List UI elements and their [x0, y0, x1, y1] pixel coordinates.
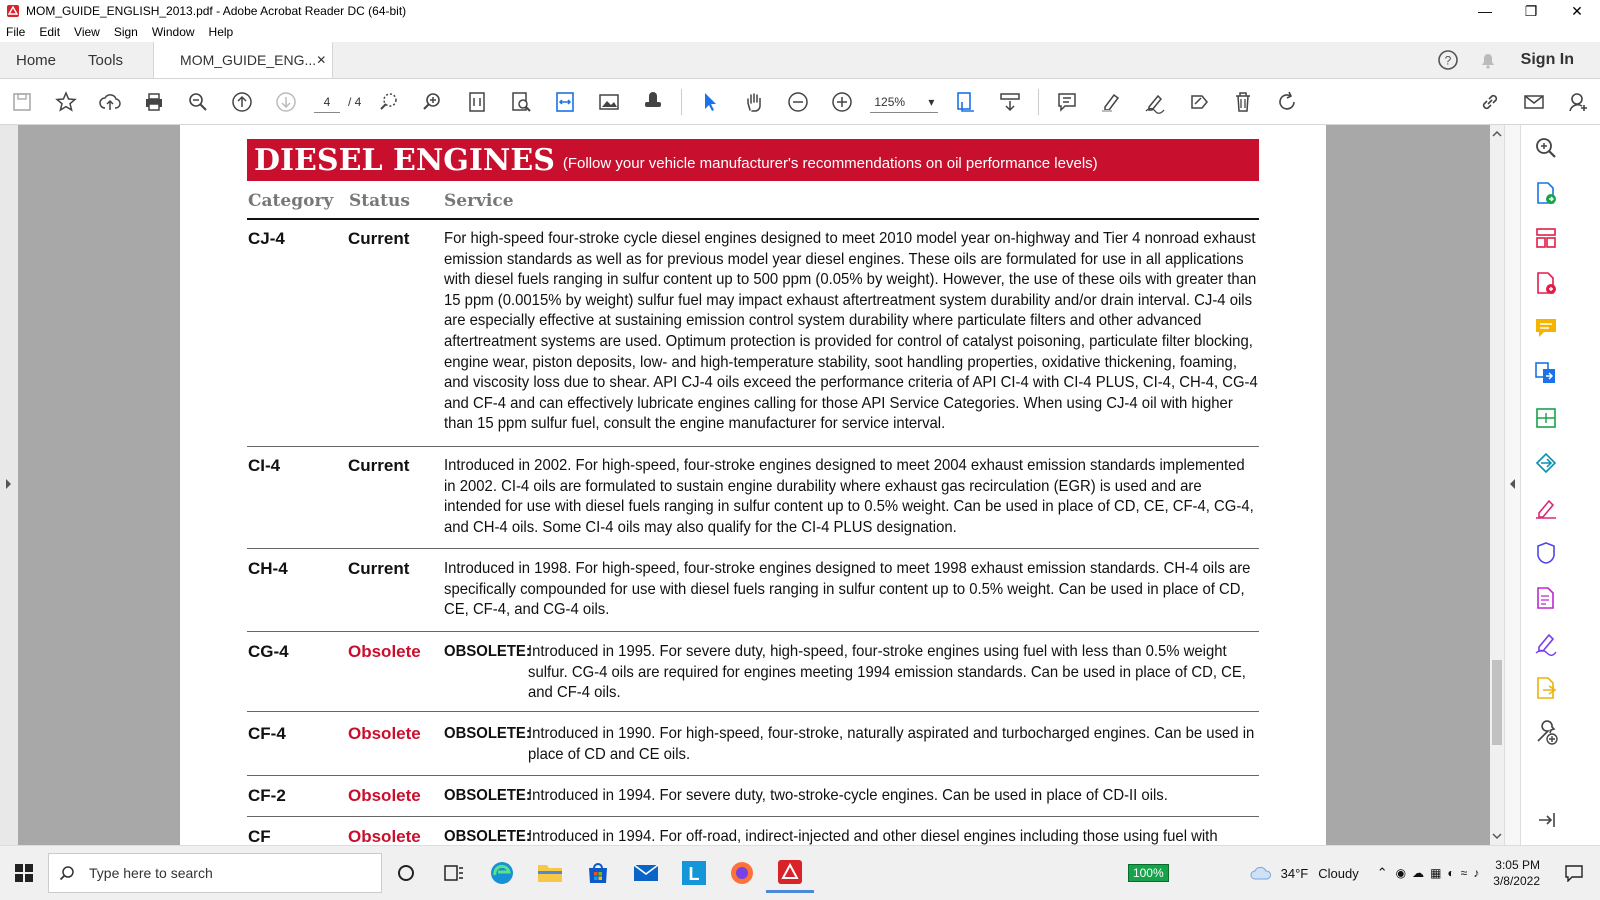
- cortana-circle-icon: [397, 864, 415, 882]
- stamp-icon: [641, 90, 665, 114]
- row-divider: [247, 775, 1259, 776]
- row-status: Obsolete: [348, 724, 421, 743]
- clock-date: 3/8/2022: [1493, 874, 1540, 888]
- more-tools-icon[interactable]: [1533, 720, 1559, 746]
- row-service: Introduced in 1994. For off-road, indirect-injected and other diesel engines including those using fuel with: [528, 828, 1218, 845]
- menu-sign[interactable]: Sign: [113, 25, 138, 39]
- row-category: CF-2: [248, 786, 286, 805]
- clock-time: 3:05 PM: [1495, 858, 1540, 872]
- table-row: [247, 786, 1259, 808]
- save-button[interactable]: [0, 80, 44, 125]
- menu-bar: [0, 22, 1600, 42]
- stamp-button[interactable]: [631, 80, 675, 125]
- chevron-down-icon: ▾: [928, 94, 935, 109]
- share-link-button[interactable]: [1468, 80, 1512, 125]
- search-placeholder: Type here to search: [89, 865, 213, 881]
- edge-icon: [489, 860, 515, 886]
- weather-widget[interactable]: [1249, 864, 1359, 882]
- image-icon: [597, 90, 621, 114]
- cloud-upload-icon: [98, 90, 122, 114]
- arrow-down-circle-icon: [274, 90, 298, 114]
- section-banner: [247, 139, 1259, 181]
- collapse-right-icon: [1505, 125, 1521, 845]
- comment-tool-icon[interactable]: [1533, 315, 1559, 341]
- menu-edit[interactable]: Edit: [39, 25, 61, 39]
- trash-icon: [1231, 90, 1255, 114]
- printer-icon: [142, 90, 166, 114]
- firefox-app[interactable]: [718, 853, 766, 893]
- row-divider: [247, 548, 1259, 549]
- weather-temp: 34°F: [1280, 865, 1309, 881]
- export-pdf-icon[interactable]: [1533, 180, 1559, 206]
- row-status: Obsolete: [348, 827, 421, 845]
- obsolete-label: OBSOLETE:: [444, 787, 531, 804]
- search-icon: [59, 865, 75, 881]
- comment-button[interactable]: [1045, 80, 1089, 125]
- sign-pen-icon: [1143, 90, 1167, 114]
- menu-help[interactable]: Help: [208, 25, 234, 39]
- magnifier-plus-icon: [421, 90, 445, 114]
- row-status: Current: [348, 456, 410, 475]
- table-row: [247, 559, 1259, 629]
- toolbar-separator: [1038, 89, 1039, 115]
- table-row: [247, 229, 1259, 439]
- fit-page-icon: [465, 90, 489, 114]
- send-for-signature-button[interactable]: [1177, 80, 1221, 125]
- cortana-button[interactable]: [382, 853, 430, 893]
- search-zoom-icon[interactable]: [1533, 135, 1559, 161]
- tab-document[interactable]: [153, 42, 333, 78]
- print-button[interactable]: [132, 80, 176, 125]
- minus-circle-icon: [786, 90, 810, 114]
- battery-indicator[interactable]: 100%: [1128, 864, 1169, 882]
- notifications-icon[interactable]: [1564, 864, 1584, 882]
- pdf-page: [180, 125, 1326, 845]
- document-search-icon: [509, 90, 533, 114]
- toolbar-separator: [681, 89, 682, 115]
- scan-ocr-icon[interactable]: [1533, 675, 1559, 701]
- table-row: [247, 827, 1259, 845]
- system-tray: [1128, 857, 1600, 889]
- arrow-up-circle-icon: [230, 90, 254, 114]
- restore-button[interactable]: ❐: [1524, 2, 1538, 19]
- store-icon: [586, 861, 610, 885]
- highlight-button[interactable]: [1089, 80, 1133, 125]
- rotate-icon: [1275, 90, 1299, 114]
- select-tool-button[interactable]: [688, 80, 732, 125]
- save-icon: [10, 90, 34, 114]
- request-signature-icon[interactable]: [1533, 630, 1559, 656]
- row-service: For high-speed four-stroke cycle diesel engines designed to meet 2010 model year on-highway and Tier 4 nonroad exhaust emission standards as well as for previous model year diesel engines. These oils are formulated for use in all applications with diesel fuels ranging in sulfur content up to 500 ppm (0.05% by weight). However, the use of these oils with greater than 15 ppm (0.0015% by weight) sulfur fuel may impact exhaust aftertreatment system durability and/or drain interval. CJ-4 oils are especially effective at sustaining emission control system durability where particulate filters and other advanced aftertreatment systems are used. Optimum protection is provided for control of catalyst poisoning, particulate filter blocking, engine wear, piston deposits, low- and high-temperature stability, soot handling properties, oxidative thickening, foaming, and viscosity loss due to shear. API CJ-4 oils exceed the performance criteria of API CI-4 with CI-4 PLUS, CI-4, CH-4, CG-4 and CF-4 and can effectively lubricate engines calling for those API Service Categories. When using CJ-4 oil with higher than 15 ppm sulfur fuel, consult the engine manufacturer for service interval.: [444, 230, 1258, 433]
- task-view-icon: [444, 864, 464, 882]
- user-add-icon: [1566, 90, 1590, 114]
- edit-pdf-icon[interactable]: [1533, 585, 1559, 611]
- upload-button[interactable]: [88, 80, 132, 125]
- header-rule: [247, 218, 1259, 220]
- tab-home[interactable]: Home: [16, 51, 57, 69]
- chevron-up-icon[interactable]: ⌃: [1376, 865, 1388, 880]
- page-navigator: [314, 91, 361, 113]
- obsolete-label: OBSOLETE:: [444, 643, 531, 660]
- page-number-input[interactable]: 4: [314, 91, 340, 113]
- row-divider: [247, 631, 1259, 632]
- banner-title: DIESEL ENGINES: [254, 142, 555, 178]
- row-status: Current: [348, 229, 410, 248]
- mail-app[interactable]: [622, 853, 670, 893]
- row-service: Introduced in 2002. For high-speed, four-stroke engines designed to meet 2004 exhaust emission standards implemented in 2002. CI-4 oils are formulated to sustain engine durability where exhaust gas recirculation (EGR) is used and are intended for use with diesel fuels ranging in sulfur content up to 0.5% weight. Can be used in place of CD, CE, CF-4, CG-4, and CH-4 oils. Some CI-4 oils may also qualify for the CI-4 PLUS designation.: [444, 457, 1254, 536]
- row-service: Introduced in 1995. For severe duty, high-speed, four-stroke engines using fuel with less than 0.5% weight sulfur. CG-4 oils are required for engines meeting 1994 emission standards. Can be used in place of CD, CE, and CF-4 oils.: [528, 643, 1246, 702]
- toolbar: [0, 80, 1600, 125]
- link-icon: [1478, 90, 1502, 114]
- zoom-out-search-button[interactable]: [176, 80, 220, 125]
- plus-circle-icon: [830, 90, 854, 114]
- weather-condition: Cloudy: [1318, 865, 1359, 881]
- highlighter-icon: [1099, 90, 1123, 114]
- taskbar-search-input[interactable]: [48, 853, 382, 893]
- send-review-icon[interactable]: [1533, 450, 1559, 476]
- vertical-scrollbar[interactable]: [1490, 125, 1504, 845]
- obsolete-label: OBSOLETE:: [444, 725, 531, 742]
- task-view-button[interactable]: [430, 853, 478, 893]
- row-status: Current: [348, 559, 410, 578]
- document-viewer[interactable]: [18, 125, 1490, 845]
- row-category: CF-4: [248, 724, 286, 743]
- collapse-pane-icon[interactable]: [1533, 807, 1559, 833]
- bookmark-button[interactable]: [44, 80, 88, 125]
- scrollbar-thumb[interactable]: [1492, 660, 1502, 745]
- row-service: Introduced in 1998. For high-speed, four-stroke engines designed to meet 1998 exhaust emission standards. CH-4 oils are specifically compounded for use with diesel fuels ranging in sulfur content up to 0.5% weight. Can be used in place of CD, CE, CF-4, and CG-4 oils.: [444, 560, 1251, 619]
- protect-shield-icon[interactable]: [1533, 540, 1559, 566]
- mail-icon: [633, 863, 659, 883]
- row-divider: [247, 446, 1259, 447]
- row-category: CH-4: [248, 559, 288, 578]
- menu-view[interactable]: View: [74, 25, 100, 39]
- row-category: CI-4: [248, 456, 281, 475]
- acrobat-icon: [6, 4, 20, 18]
- row-category: CF: [248, 827, 271, 845]
- fit-page-button[interactable]: [455, 80, 499, 125]
- cloud-icon: [1249, 864, 1273, 882]
- fit-width-icon: [553, 90, 577, 114]
- taskbar: [0, 845, 1600, 900]
- row-status: Obsolete: [348, 786, 421, 805]
- page-total: / 4: [348, 95, 362, 109]
- compress-pdf-icon[interactable]: [1533, 405, 1559, 431]
- zoom-out-button[interactable]: [776, 80, 820, 125]
- svg-text:?: ?: [1444, 53, 1452, 68]
- left-panel-toggle[interactable]: [0, 125, 18, 845]
- cursor-arrow-icon: [698, 90, 722, 114]
- tab-tools[interactable]: Tools: [88, 51, 124, 69]
- combine-files-icon[interactable]: [1533, 360, 1559, 386]
- magnifier-minus-icon: [186, 90, 210, 114]
- marquee-zoom-button[interactable]: [367, 80, 411, 125]
- menu-window[interactable]: Window: [151, 25, 195, 39]
- tools-pane: [1520, 125, 1600, 845]
- firefox-icon: [729, 860, 755, 886]
- title-bar: [0, 0, 1600, 22]
- page-display-icon: [954, 90, 978, 114]
- prev-page-button[interactable]: [220, 80, 264, 125]
- l-app-icon: [681, 860, 707, 886]
- bell-icon[interactable]: [1477, 49, 1499, 71]
- organize-pages-icon[interactable]: [1533, 225, 1559, 251]
- menu-file[interactable]: File: [6, 25, 26, 39]
- l-app[interactable]: [670, 853, 718, 893]
- header-status: Status: [349, 191, 410, 211]
- share-user-button[interactable]: [1556, 80, 1600, 125]
- edge-app[interactable]: [478, 853, 526, 893]
- help-icon[interactable]: [1437, 49, 1459, 71]
- expand-left-icon: [0, 125, 18, 845]
- fit-width-button[interactable]: [543, 80, 587, 125]
- scroll-down-icon[interactable]: [1490, 829, 1504, 843]
- image-button[interactable]: [587, 80, 631, 125]
- header-category: Category: [248, 191, 334, 211]
- scroll-up-icon[interactable]: [1490, 127, 1504, 141]
- table-row: [247, 456, 1259, 546]
- comment-icon: [1055, 90, 1079, 114]
- tab-document-label: MOM_GUIDE_ENG...: [180, 52, 317, 68]
- zoom-level-value: 125%: [874, 94, 906, 109]
- tab-bar: [0, 42, 1600, 79]
- zoom-in-search-button[interactable]: [411, 80, 455, 125]
- find-button[interactable]: [499, 80, 543, 125]
- folder-icon: [537, 862, 563, 884]
- store-app[interactable]: [574, 853, 622, 893]
- acrobat-taskbar-icon: [777, 859, 803, 885]
- hand-icon: [742, 90, 766, 114]
- delete-button[interactable]: [1221, 80, 1265, 125]
- window-title: MOM_GUIDE_ENGLISH_2013.pdf - Adobe Acrobat Reader DC (64-bit): [26, 4, 407, 18]
- sign-in-button[interactable]: Sign In: [1520, 51, 1574, 68]
- row-divider: [247, 711, 1259, 712]
- next-page-button[interactable]: [264, 80, 308, 125]
- table-row: [247, 642, 1259, 712]
- file-explorer-app[interactable]: [526, 853, 574, 893]
- acrobat-app[interactable]: [766, 853, 814, 893]
- close-tab-icon[interactable]: ✕: [316, 53, 327, 67]
- zoom-in-button[interactable]: [820, 80, 864, 125]
- header-service: Service: [444, 191, 514, 211]
- sign-button[interactable]: [1133, 80, 1177, 125]
- scroll-mode-button[interactable]: [988, 80, 1032, 125]
- envelope-icon: [1522, 90, 1546, 114]
- row-category: CG-4: [248, 642, 289, 661]
- row-service: Introduced in 1994. For severe duty, two-stroke-cycle engines. Can be used in place of CD-II oils.: [528, 787, 1168, 804]
- tray-icons[interactable]: ◉☁▦◐≈♪: [1395, 866, 1486, 880]
- row-service: Introduced in 1990. For high-speed, four-stroke, naturally aspirated and turbocharged engines. Can be used in place of CD and CE oils.: [528, 725, 1255, 763]
- star-icon: [54, 90, 78, 114]
- page-display-button[interactable]: [944, 80, 988, 125]
- clock[interactable]: [1493, 857, 1540, 889]
- zoom-level-dropdown[interactable]: [870, 91, 938, 113]
- table-row: [247, 724, 1259, 769]
- close-button[interactable]: ✕: [1571, 2, 1583, 19]
- start-button[interactable]: [0, 853, 48, 893]
- banner-subtitle: (Follow your vehicle manufacturer's recommendations on oil performance levels): [562, 154, 1098, 172]
- rotate-button[interactable]: [1265, 80, 1309, 125]
- svg-text:L: L: [688, 864, 700, 884]
- obsolete-label: OBSOLETE:: [444, 828, 531, 845]
- scroll-mode-icon: [998, 90, 1022, 114]
- send-sign-icon: [1187, 90, 1211, 114]
- row-category: CJ-4: [248, 229, 285, 248]
- create-pdf-icon[interactable]: [1533, 270, 1559, 296]
- minimize-button[interactable]: —: [1478, 3, 1492, 19]
- right-pane-toggle[interactable]: [1504, 125, 1520, 845]
- hand-tool-button[interactable]: [732, 80, 776, 125]
- fill-sign-icon[interactable]: [1533, 495, 1559, 521]
- row-divider: [247, 816, 1259, 817]
- marquee-zoom-icon: [377, 90, 401, 114]
- windows-icon: [15, 864, 33, 882]
- email-button[interactable]: [1512, 80, 1556, 125]
- row-status: Obsolete: [348, 642, 421, 661]
